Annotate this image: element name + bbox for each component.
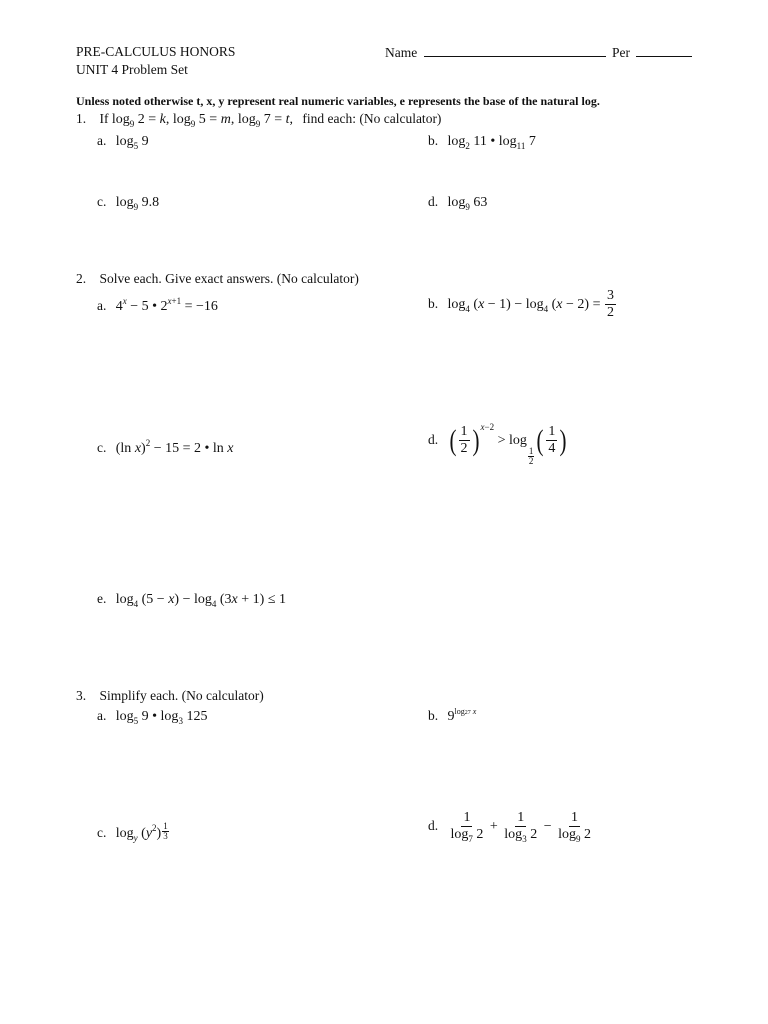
q3d (428, 810, 594, 843)
q3a (97, 708, 207, 725)
q3c (97, 822, 170, 842)
q2e (97, 591, 286, 608)
q2b-expr: $\log_4 (x - 1) - \log_4 (x - 2)$ = $\frac{3}{2}$ (447, 288, 614, 321)
q1c (97, 194, 159, 211)
q1-if: If (99, 111, 109, 126)
q2e-expr: $\log_4 (5 - x) - \log_4 (3x + 1) \le 1$ (115, 592, 287, 609)
q1d (428, 194, 487, 211)
q2e-label: e. (97, 591, 107, 606)
per-blank[interactable] (636, 44, 692, 57)
name-field[interactable] (385, 44, 606, 61)
q2c-expr: (ln x)$^2$ − 15 = 2 • ln x (115, 438, 234, 456)
q3b-expr: $9^{log27 x}$ (447, 707, 477, 724)
per-field[interactable] (612, 44, 692, 61)
q3b-label: b. (428, 708, 439, 723)
q2-number: 2. (76, 271, 87, 286)
q1c-expr: $\log_9 9.8$ (115, 195, 160, 212)
q3d-expr: $\frac{1}{\log_7 2}$ + $\frac{1}{\log_3 2}$ − $\frac{1}{\log_9 2}$ (450, 810, 591, 845)
per-label: Per (612, 45, 630, 60)
q2c-label: c. (97, 440, 107, 455)
q1a-label: a. (97, 133, 107, 148)
name-label: Name (385, 45, 418, 60)
q3c-label: c. (97, 825, 107, 840)
q2d (428, 421, 568, 466)
q3c-expr: $\log_y (y^2)$ $\frac{1}{3}$ (115, 821, 168, 843)
q3d-label: d. (428, 817, 439, 833)
q2a-label: a. (97, 298, 107, 313)
unit-title: UNIT 4 Problem Set (76, 62, 188, 77)
q2b (428, 288, 617, 321)
q1-prompt (76, 111, 441, 128)
q2a (97, 298, 218, 315)
q3-text: Simplify each. (No calculator) (99, 688, 264, 703)
q2-prompt (76, 271, 359, 287)
q1b (428, 133, 536, 150)
q1d-expr: $\log_9 63$ (447, 195, 488, 212)
q1b-label: b. (428, 133, 439, 148)
q2c (97, 440, 234, 457)
q2d-expr: ( $\frac{1}{2}$ ) $^{x-2}$ > log $\frac{1}{2}$ ( $\frac{1}{4}$ ) (449, 421, 567, 466)
q1-given: $\log_9 2 = k$, $\log_9 5 = m$, $\log_9 7 = t$, (111, 112, 293, 129)
q1d-label: d. (428, 194, 439, 209)
q3a-label: a. (97, 708, 107, 723)
q2a-expr: $4^x - 5$ • $2^{x+1} = -16$ (115, 296, 218, 314)
q1-number: 1. (76, 111, 87, 126)
q3a-expr: $\log_5 9$ • $\log_3 125$ (115, 709, 208, 726)
q2b-label: b. (428, 295, 439, 311)
q1c-label: c. (97, 194, 107, 209)
course-title: PRE-CALCULUS HONORS (76, 44, 236, 59)
q1-tail: find each: (No calculator) (302, 111, 442, 126)
instructions-note: Unless noted otherwise t, x, y represent real numeric variables, e represents the base of the natural log. (76, 94, 600, 108)
q1a (97, 133, 149, 150)
q2-text: Solve each. Give exact answers. (No calculator) (99, 271, 359, 286)
q3-prompt (76, 688, 264, 704)
q1a-expr: $\log_5 9$ (115, 134, 149, 151)
q2d-label: d. (428, 431, 439, 447)
q1b-expr: $\log_2 11$ • $\log_{11} 7$ (447, 134, 536, 151)
name-blank[interactable] (424, 44, 606, 57)
q3b (428, 708, 476, 725)
q3-number: 3. (76, 688, 87, 703)
